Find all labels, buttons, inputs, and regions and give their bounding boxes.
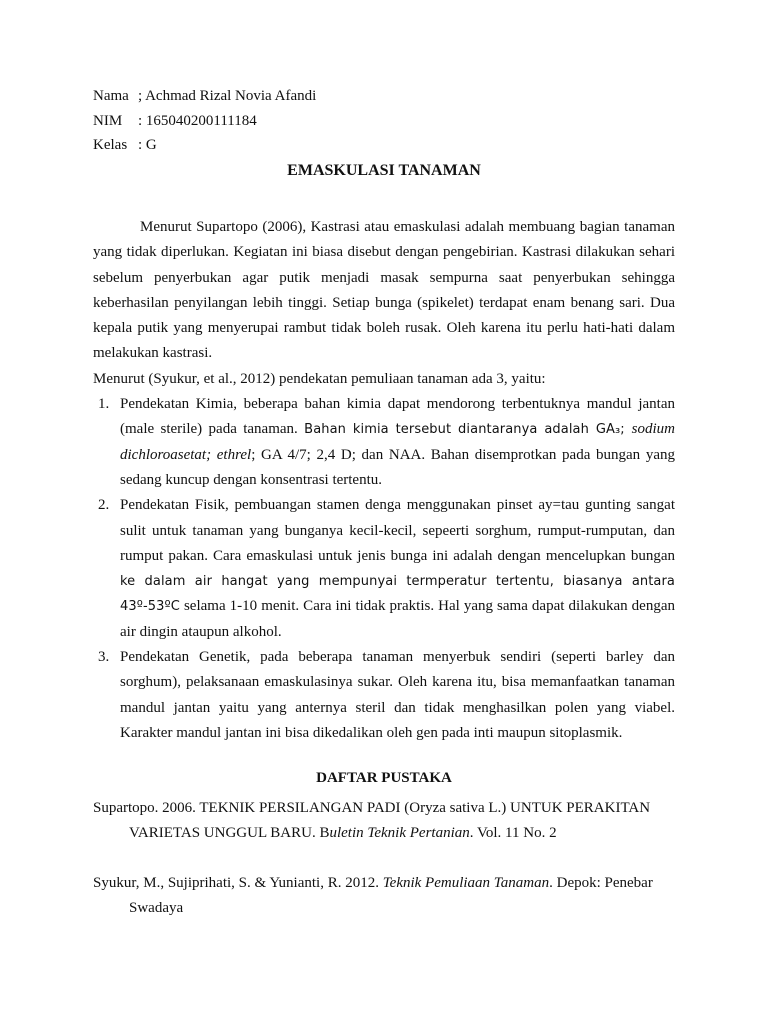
list-number: 3. xyxy=(98,649,110,666)
references-title: DAFTAR PUSTAKA xyxy=(316,770,452,786)
reference-text xyxy=(93,796,678,846)
list-item xyxy=(93,493,675,645)
list-text-italic: sodium dichloroasetat; ethrel xyxy=(120,421,675,463)
body-content xyxy=(93,215,675,746)
approach-list xyxy=(93,392,675,746)
list-text: Pendekatan Fisik, pembuangan stamen denga menggunakan pinset ay=tau gunting sangat sulit untuk tanaman yang bunganya kecil-kecil, sepeerti sorghum, rumput-rumputan, dan rumput pakan. Cara emaskulasi untuk jenis bunga ini adalah dengan mencelupkan bungan xyxy=(120,497,675,564)
reference-journal: uletin Teknik Pertanian xyxy=(329,825,470,841)
reference-lead: Syukur, M., Sujiprihati, S. & Yunianti, R. 2012. xyxy=(93,875,383,891)
list-text-sans: Bahan kimia tersebut diantaranya adalah GA₃; xyxy=(304,422,632,438)
class-label: Kelas xyxy=(93,137,128,153)
reference-tail: . Depok: Penebar Swadaya xyxy=(129,875,653,916)
name-label: Nama xyxy=(93,88,129,104)
list-item xyxy=(93,645,675,746)
reference-tail: . Vol. 11 No. 2 xyxy=(469,825,557,841)
list-text: Pendekatan Genetik, pada beberapa tanaman menyerbuk sendiri (seperti barley dan sorghum), pelaksanaan emaskulasinya sukar. Oleh karena itu, bisa memanfaatkan tanaman mandul jantan yaitu yang anternya steril dan tidak menghasilkan polen yang viabel. Karakter mandul jantan ini bisa dikedalikan oleh gen pada inti maupun sitoplasmik. xyxy=(120,649,675,741)
nim-value: : 165040200111184 xyxy=(138,112,257,129)
reference-item xyxy=(93,796,678,846)
paragraph-1: Menurut Supartopo (2006), Kastrasi atau emaskulasi adalah membuang bagian tanaman yang tidak diperlukan. Kegiatan ini biasa disebut dengan pengebirian. Kastrasi dilakukan sehari sebelum penyerbukan agar putik menjadi masak sempurna saat penyerbukan sehingga keberhasilan penyilangan lebih tinggi. Setiap bunga (spikelet) terdapat enam benang sari. Dua kepala putik yang menyerupai rambut tidak boleh rusak. Oleh karena itu perlu hati-hati dalam melakukan kastrasi. xyxy=(93,219,675,362)
class-row xyxy=(93,133,316,158)
reference-book: Teknik Pemuliaan Tanaman xyxy=(382,875,550,891)
nim-label: NIM xyxy=(93,112,123,129)
class-value: : G xyxy=(138,137,157,153)
reference-text xyxy=(93,871,678,921)
reference-item xyxy=(93,871,678,921)
name-row xyxy=(93,84,316,109)
intro-line: Menurut (Syukur, et al., 2012) pendekatan pemuliaan tanaman ada 3, yaitu: xyxy=(93,370,546,387)
nim-row xyxy=(93,109,316,134)
document-title: EMASKULASI TANAMAN xyxy=(287,162,481,179)
student-info xyxy=(93,84,316,158)
list-text: Pendekatan Kimia, beberapa bahan kimia dapat mendorong terbentuknya mandul jantan (male sterile) pada tanaman. xyxy=(120,396,675,438)
reference-lead: Supartopo. 2006. TEKNIK PERSILANGAN PADI (Oryza sativa L.) UNTUK PERAKITAN VARIETAS UNGGUL BARU. B xyxy=(93,800,651,841)
list-text: selama 1-10 menit. Cara ini tidak praktis. Hal yang sama dapat dilakukan dengan air dingin ataupun alkohol. xyxy=(120,598,675,640)
list-number: 1. xyxy=(98,396,110,413)
list-item xyxy=(93,392,675,493)
list-text-sans: ke dalam air hangat yang mempunyai termperatur tertentu, biasanya antara 43º-53ºC xyxy=(120,574,675,615)
name-value: ; Achmad Rizal Novia Afandi xyxy=(138,88,317,104)
list-text: ; GA 4/7; 2,4 D; dan NAA. Bahan disemprotkan pada bungan yang sedang kuncup dengan konsentrasi tertentu. xyxy=(120,446,675,488)
list-number: 2. xyxy=(98,497,110,514)
